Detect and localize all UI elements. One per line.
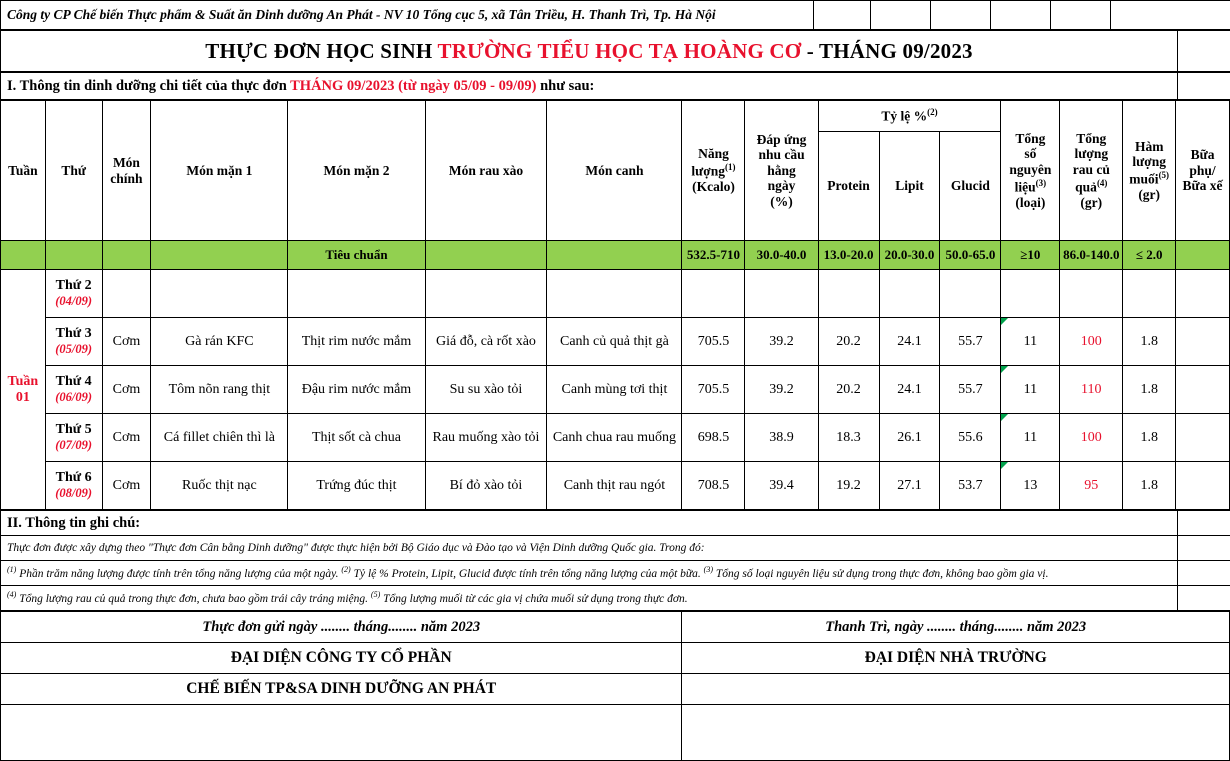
cell-ingredients: 11: [1001, 366, 1060, 414]
day-cell: [45, 366, 102, 414]
standard-day: [45, 241, 102, 270]
header-blank-6: [1111, 1, 1230, 30]
cell-main-dish: [102, 270, 151, 318]
col-header-ratio-group: [818, 101, 1001, 132]
vegtotal-line4: [1060, 178, 1122, 195]
note2-text3: Tổng số loại nguyên liệu sử dụng trong thực đơn, không bao gồm gia vị.: [713, 568, 1048, 580]
cell-salt: 1.8: [1123, 414, 1176, 462]
cell-protein: [818, 270, 879, 318]
title-part2: - THÁNG 09/2023: [801, 39, 972, 63]
vegtotal-line4-text: quả: [1075, 179, 1097, 194]
cell-veg-fried: [425, 270, 547, 318]
cell-savory2: Trứng đúc thịt: [288, 462, 425, 510]
signature-space-right: [682, 705, 1230, 761]
cell-savory1: Gà rán KFC: [151, 318, 288, 366]
col-header-ingredients: [1001, 101, 1060, 241]
standard-savory1: [151, 241, 288, 270]
standard-salt: ≤ 2.0: [1123, 241, 1176, 270]
vegtotal-sup: (4): [1097, 178, 1108, 188]
cell-energy: 708.5: [682, 462, 745, 510]
section-one-prefix: I. Thông tin dinh dưỡng chi tiết của thực đơn: [7, 78, 290, 94]
note-line-2: [1, 561, 1178, 586]
cell-ingredients: 11: [1001, 414, 1060, 462]
standard-extra: [1176, 241, 1230, 270]
cell-main-dish: Cơm: [102, 462, 151, 510]
daily-line5: (%): [745, 194, 817, 210]
cell-daily: 39.4: [745, 462, 818, 510]
notes-section: [0, 510, 1230, 611]
cell-protein: 20.2: [818, 318, 879, 366]
standard-veg-total: 86.0-140.0: [1060, 241, 1123, 270]
left-date-line: Thực đơn gửi ngày ........ tháng........ năm 2023: [1, 612, 682, 643]
note3-sup2: (5): [371, 590, 380, 599]
col-header-week: Tuần: [1, 101, 46, 241]
ingredients-line4-text: liệu: [1015, 179, 1036, 194]
col-header-savory2: Món mặn 2: [288, 101, 425, 241]
standard-veg-fried: [425, 241, 547, 270]
cell-daily: 38.9: [745, 414, 818, 462]
daily-line4: ngày: [745, 178, 817, 194]
right-org-blank: [682, 674, 1230, 705]
note-line-1: Thực đơn được xây dựng theo "Thực đơn Cân bằng Dinh dưỡng" được thực hiện bởi Bộ Giáo dục và Đào tạo và Viện Dinh dưỡng Quốc gia. Trong đó:: [1, 536, 1178, 561]
ratio-label: Tỷ lệ %: [881, 109, 927, 124]
section-one-bar: [0, 72, 1230, 100]
day-label: Thứ 5: [56, 422, 92, 437]
week-cell: Tuần 01: [1, 270, 46, 510]
extra-line2: phụ/: [1176, 163, 1229, 179]
cell-veg-total: 100: [1060, 318, 1123, 366]
cell-lipit: 24.1: [879, 366, 940, 414]
col-header-glucid: Glucid: [940, 132, 1001, 241]
col-header-salt: [1123, 101, 1176, 241]
cell-main-dish: Cơm: [102, 366, 151, 414]
notes-blank-1: [1178, 511, 1230, 536]
cell-daily: [745, 270, 818, 318]
note3-text1: Tổng lượng rau củ quả trong thực đơn, chưa bao gồm trái cây tráng miệng.: [16, 593, 371, 605]
note2-text1: Phần trăm năng lượng được tính trên tổng năng lượng của một ngày.: [16, 568, 341, 580]
salt-line3: [1123, 170, 1175, 187]
salt-line2: lượng: [1123, 154, 1175, 170]
cell-veg-fried: Giá đỗ, cà rốt xào: [425, 318, 547, 366]
cell-soup: Canh thịt rau ngót: [547, 462, 682, 510]
cell-soup: Canh mùng tơi thịt: [547, 366, 682, 414]
cell-lipit: 27.1: [879, 462, 940, 510]
cell-main-dish: Cơm: [102, 414, 151, 462]
vegtotal-line1: Tổng: [1060, 131, 1122, 147]
header-blank-4: [991, 1, 1051, 30]
left-org-line1: ĐẠI DIỆN CÔNG TY CỔ PHẦN: [1, 643, 682, 674]
col-header-day: Thứ: [45, 101, 102, 241]
section-one-highlight: THÁNG 09/2023 (từ ngày 05/09 - 09/09): [290, 78, 536, 94]
col-header-savory1: Món mặn 1: [151, 101, 288, 241]
col-header-extra-meal: [1176, 101, 1230, 241]
col-header-veg-total: [1060, 101, 1123, 241]
ingredients-sup: (3): [1036, 178, 1047, 188]
cell-ingredients: 13: [1001, 462, 1060, 510]
day-date: (08/09): [46, 486, 102, 501]
cell-veg-fried: Su su xào tỏi: [425, 366, 547, 414]
extra-line1: Bữa: [1176, 147, 1229, 163]
note3-sup1: (4): [7, 590, 16, 599]
cell-protein: 18.3: [818, 414, 879, 462]
section-one-blank: [1178, 73, 1230, 100]
cell-extra: [1176, 462, 1230, 510]
cell-glucid: [940, 270, 1001, 318]
note3-text2: Tổng lượng muối từ các gia vị chứa muối sử dụng trong thực đơn.: [380, 593, 687, 605]
vegtotal-line5: (gr): [1060, 195, 1122, 211]
header-blank-3: [931, 1, 991, 30]
ingredients-line1: Tổng: [1001, 131, 1059, 147]
col-header-main-dish-label: Món chính: [110, 155, 142, 186]
cell-energy: 705.5: [682, 318, 745, 366]
energy-line2-text: lượng: [691, 163, 725, 178]
cell-glucid: 55.7: [940, 318, 1001, 366]
cell-savory1: [151, 270, 288, 318]
col-header-daily-need: [745, 101, 818, 241]
standard-lipit: 20.0-30.0: [879, 241, 940, 270]
table-row: [1, 270, 1230, 318]
notes-blank-3: [1178, 561, 1230, 586]
cell-veg-total: 95: [1060, 462, 1123, 510]
cell-daily: 39.2: [745, 318, 818, 366]
left-org-line2: CHẾ BIẾN TP&SA DINH DƯỠNG AN PHÁT: [1, 674, 682, 705]
right-date-line: Thanh Trì, ngày ........ tháng........ năm 2023: [682, 612, 1230, 643]
day-cell: [45, 270, 102, 318]
energy-line1: Năng: [682, 146, 744, 162]
company-header: [0, 0, 1230, 30]
notes-blank-4: [1178, 586, 1230, 611]
cell-veg-total: [1060, 270, 1123, 318]
cell-glucid: 55.7: [940, 366, 1001, 414]
header-blank-1: [814, 1, 871, 30]
day-date: (05/09): [46, 342, 102, 357]
document-title-bar: [0, 30, 1230, 72]
salt-line4: (gr): [1123, 187, 1175, 203]
table-row: [1, 318, 1230, 366]
energy-line3: (Kcalo): [682, 179, 744, 195]
vegtotal-line2: lượng: [1060, 146, 1122, 162]
cell-energy: 698.5: [682, 414, 745, 462]
col-header-protein: Protein: [818, 132, 879, 241]
cell-veg-fried: Rau muống xào tỏi: [425, 414, 547, 462]
cell-soup: Canh chua rau muống: [547, 414, 682, 462]
right-org: ĐẠI DIỆN NHÀ TRƯỜNG: [682, 643, 1230, 674]
energy-line2: [682, 162, 744, 179]
cell-savory2: Thịt sốt cà chua: [288, 414, 425, 462]
cell-extra: [1176, 270, 1230, 318]
ingredients-line4: [1001, 178, 1059, 195]
cell-savory1: Tôm nõn rang thịt: [151, 366, 288, 414]
standard-soup: [547, 241, 682, 270]
cell-soup: Canh củ quả thịt gà: [547, 318, 682, 366]
note2-text2: Tỷ lệ % Protein, Lipit, Glucid được tính trên tổng năng lượng của một bữa.: [351, 568, 704, 580]
day-label: Thứ 3: [56, 326, 92, 341]
menu-table: [0, 100, 1230, 510]
ingredients-line5: (loại): [1001, 195, 1059, 211]
note2-sup3: (3): [704, 565, 713, 574]
cell-protein: 20.2: [818, 366, 879, 414]
note2-sup2: (2): [341, 565, 350, 574]
energy-sup: (1): [725, 162, 736, 172]
ratio-sup: (2): [927, 107, 938, 117]
signature-section: [0, 611, 1230, 761]
cell-salt: 1.8: [1123, 462, 1176, 510]
standard-week: [1, 241, 46, 270]
note2-sup1: (1): [7, 565, 16, 574]
vegtotal-line3: rau củ: [1060, 162, 1122, 178]
page-title: [1, 31, 1178, 72]
cell-lipit: 26.1: [879, 414, 940, 462]
header-blank-5: [1051, 1, 1111, 30]
day-date: (04/09): [46, 294, 102, 309]
day-cell: [45, 462, 102, 510]
cell-savory1: Cá fillet chiên thì là: [151, 414, 288, 462]
cell-salt: 1.8: [1123, 366, 1176, 414]
col-header-lipit: Lipit: [879, 132, 940, 241]
standard-ingredients: ≥10: [1001, 241, 1060, 270]
standard-main: [102, 241, 151, 270]
header-blank-2: [871, 1, 931, 30]
day-label: Thứ 6: [56, 470, 92, 485]
daily-line2: nhu cầu: [745, 147, 817, 163]
day-cell: [45, 414, 102, 462]
section-one-suffix: như sau:: [536, 78, 594, 94]
cell-main-dish: Cơm: [102, 318, 151, 366]
note-line-3: [1, 586, 1178, 611]
cell-veg-total: 110: [1060, 366, 1123, 414]
section-one-text: [1, 73, 1178, 100]
section-two-heading: II. Thông tin ghi chú:: [1, 511, 1178, 536]
day-date: (07/09): [46, 438, 102, 453]
standard-label: Tiêu chuẩn: [288, 241, 425, 270]
daily-line3: hằng: [745, 163, 817, 179]
cell-savory2: Đậu rim nước mắm: [288, 366, 425, 414]
standard-energy: 532.5-710: [682, 241, 745, 270]
cell-lipit: [879, 270, 940, 318]
title-school: TRƯỜNG TIỂU HỌC TẠ HOÀNG CƠ: [438, 39, 802, 63]
extra-line3: Bữa xế: [1176, 178, 1229, 194]
signature-space-left: [1, 705, 682, 761]
cell-extra: [1176, 366, 1230, 414]
daily-line1: Đáp ứng: [745, 132, 817, 148]
standard-protein: 13.0-20.0: [818, 241, 879, 270]
cell-extra: [1176, 318, 1230, 366]
ingredients-line2: số: [1001, 146, 1059, 162]
title-blank: [1178, 31, 1230, 72]
cell-extra: [1176, 414, 1230, 462]
col-header-energy: [682, 101, 745, 241]
cell-glucid: 55.6: [940, 414, 1001, 462]
cell-ingredients: [1001, 270, 1060, 318]
cell-energy: [682, 270, 745, 318]
cell-salt: [1123, 270, 1176, 318]
cell-salt: 1.8: [1123, 318, 1176, 366]
cell-veg-fried: Bí đỏ xào tỏi: [425, 462, 547, 510]
day-label: Thứ 4: [56, 374, 92, 389]
table-row: [1, 414, 1230, 462]
salt-line1: Hàm: [1123, 139, 1175, 155]
notes-blank-2: [1178, 536, 1230, 561]
cell-ingredients: 11: [1001, 318, 1060, 366]
cell-veg-total: 100: [1060, 414, 1123, 462]
cell-savory2: Thịt rim nước mắm: [288, 318, 425, 366]
cell-protein: 19.2: [818, 462, 879, 510]
cell-lipit: 24.1: [879, 318, 940, 366]
title-part1: THỰC ĐƠN HỌC SINH: [205, 39, 437, 63]
cell-daily: 39.2: [745, 366, 818, 414]
ingredients-line3: nguyên: [1001, 162, 1059, 178]
day-date: (06/09): [46, 390, 102, 405]
company-name: Công ty CP Chế biến Thực phẩm & Suất ăn Dinh dưỡng An Phát - NV 10 Tổng cục 5, xã Tân Triều, H. Thanh Trì, Tp. Hà Nội: [1, 1, 814, 30]
cell-energy: 705.5: [682, 366, 745, 414]
cell-savory1: Ruốc thịt nạc: [151, 462, 288, 510]
standard-glucid: 50.0-65.0: [940, 241, 1001, 270]
col-header-veg-fried: Món rau xào: [425, 101, 547, 241]
salt-line3-text: muối: [1129, 171, 1158, 186]
standard-row: [1, 241, 1230, 270]
col-header-main-dish: [102, 101, 151, 241]
cell-savory2: [288, 270, 425, 318]
standard-daily: 30.0-40.0: [745, 241, 818, 270]
cell-glucid: 53.7: [940, 462, 1001, 510]
day-cell: [45, 318, 102, 366]
salt-sup: (5): [1159, 170, 1170, 180]
table-row: [1, 462, 1230, 510]
day-label: Thứ 2: [56, 278, 92, 293]
table-row: [1, 366, 1230, 414]
col-header-soup: Món canh: [547, 101, 682, 241]
cell-soup: [547, 270, 682, 318]
